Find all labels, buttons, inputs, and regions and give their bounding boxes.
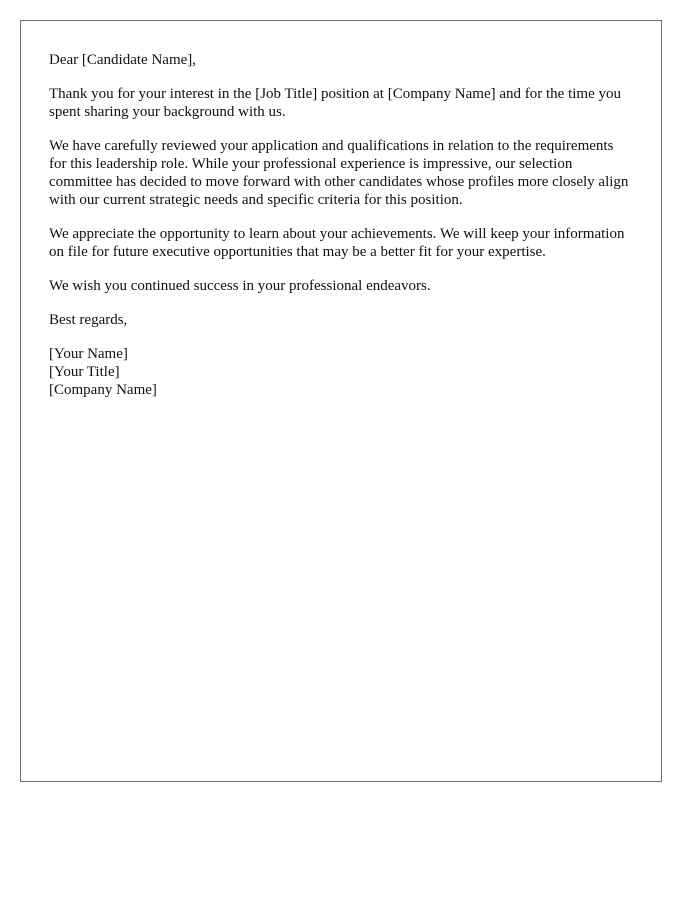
signature-title: [Your Title]: [49, 364, 120, 380]
salutation: Dear [Candidate Name],: [49, 52, 197, 68]
paragraph-wishes: We wish you continued success in your professional endeavors.: [49, 278, 431, 294]
signature-block: [49, 345, 633, 399]
signature-name: [Your Name]: [49, 346, 128, 362]
paragraph-future: We appreciate the opportunity to learn about your achievements. We will keep your information on file for future executive opportunities that may be a better fit for your expertise.: [49, 226, 625, 260]
paragraph-intro: Thank you for your interest in the [Job Title] position at [Company Name] and for the time you spent sharing your background with us.: [49, 86, 621, 120]
paragraph-decision: We have carefully reviewed your application and qualifications in relation to the requirements for this leadership role. While your professional experience is impressive, our selection committee has decided to move forward with other candidates whose profiles more closely align with our current strategic needs and specific criteria for this position.: [49, 138, 629, 208]
signature-company: [Company Name]: [49, 382, 157, 398]
letter-document: [20, 20, 662, 782]
closing: Best regards,: [49, 312, 128, 328]
